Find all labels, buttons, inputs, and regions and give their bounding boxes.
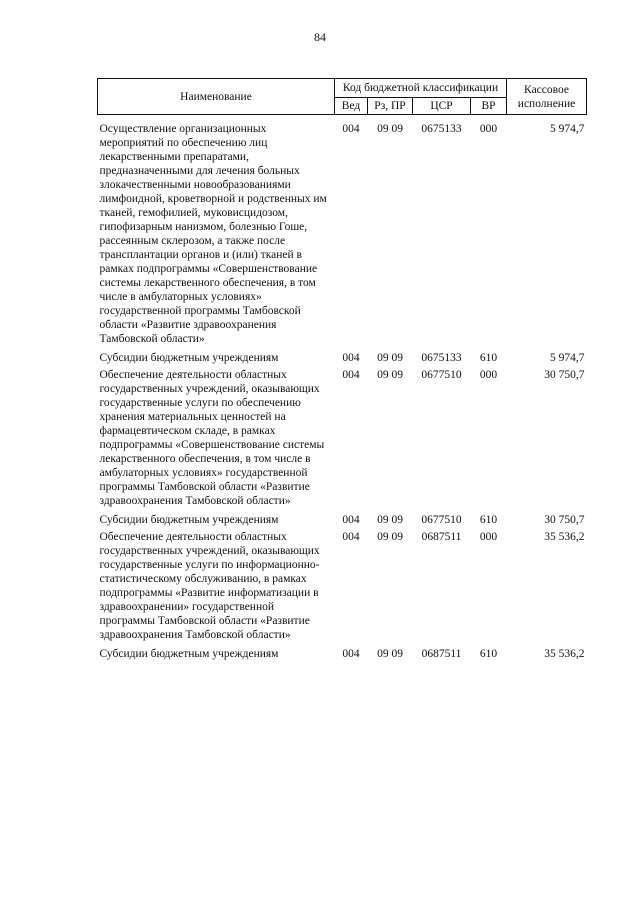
row-name: Обеспечение деятельности областных государственных учреждений, оказывающих государственные услуги по обеспечению хранения материальных ценностей на фармацевтическом складе, в рамках подпрограммы «Совершенствование системы лекарственного обеспечения, в том числе в амбулаторных условиях» государственной программы Тамбовской области «Развитие здравоохранения Тамбовской области» <box>99 369 325 507</box>
budget-table <box>97 78 587 664</box>
header-csr: ЦСР <box>413 98 471 115</box>
header-name: Наименование <box>98 79 335 115</box>
row-csr: 0687511 <box>421 648 462 660</box>
row-ved: 004 <box>342 352 360 364</box>
row-amount: 30 750,7 <box>544 514 585 526</box>
table-row <box>98 644 587 664</box>
row-rz-pr: 09 09 <box>377 648 403 660</box>
row-vr: 000 <box>479 369 498 381</box>
row-ved: 004 <box>342 648 360 660</box>
row-vr: 000 <box>479 531 498 543</box>
row-amount: 30 750,7 <box>544 369 585 381</box>
row-amount: 5 974,7 <box>550 123 585 135</box>
row-name: Субсидии бюджетным учреждениям <box>99 648 279 660</box>
row-name: Субсидии бюджетным учреждениям <box>99 514 279 526</box>
row-rz-pr: 09 09 <box>377 531 403 543</box>
header-execution: Кассовое исполнение <box>507 79 587 115</box>
page-number: 84 <box>314 30 326 44</box>
table-row <box>98 348 587 368</box>
table-row <box>98 510 587 530</box>
row-ved: 004 <box>342 123 360 135</box>
header-ved: Вед <box>335 98 368 115</box>
row-vr: 610 <box>479 352 498 364</box>
row-ved: 004 <box>342 369 360 381</box>
row-csr: 0675133 <box>421 352 462 364</box>
row-name: Субсидии бюджетным учреждениям <box>99 352 279 364</box>
row-csr: 0677510 <box>421 514 462 526</box>
row-rz-pr: 09 09 <box>377 352 403 364</box>
row-vr: 610 <box>479 514 498 526</box>
row-csr: 0687511 <box>421 531 462 543</box>
row-vr: 000 <box>479 123 498 135</box>
header-code-group: Код бюджетной классификации <box>335 79 507 98</box>
row-amount: 5 974,7 <box>550 352 585 364</box>
row-name: Осуществление организационных мероприятий по обеспечению лиц лекарственными препаратами, предназначенными для лечения больных злокачественными новообразованиями лимфоидной, кроветворной и родственных им тканей, гемофилией, муковисцидозом, гипофизарным нанизмом, болезнью Гоше, рассеянным склерозом, а также после трансплантации органов и (или) тканей в рамках подпрограммы «Совершенствование системы лекарственного обеспечения, в том числе в амбулаторных условиях» государственной программы Тамбовской области «Развитие здравоохранения Тамбовской области» <box>99 123 327 345</box>
row-csr: 0675133 <box>421 123 462 135</box>
row-csr: 0677510 <box>421 369 462 381</box>
header-rz-pr: Рз, ПР <box>368 98 413 115</box>
row-amount: 35 536,2 <box>544 648 585 660</box>
header-vr: ВР <box>471 98 507 115</box>
table-header <box>98 79 587 115</box>
table-row <box>98 530 587 644</box>
row-rz-pr: 09 09 <box>377 123 403 135</box>
table-row <box>98 115 587 349</box>
row-ved: 004 <box>342 531 360 543</box>
row-vr: 610 <box>479 648 498 660</box>
row-rz-pr: 09 09 <box>377 514 403 526</box>
row-amount: 35 536,2 <box>544 531 585 543</box>
row-rz-pr: 09 09 <box>377 369 403 381</box>
row-name: Обеспечение деятельности областных государственных учреждений, оказывающих государственные услуги по информационно-статистическому обслуживанию, в рамках подпрограммы «Развитие информатизации в здравоохранении» государственной программы Тамбовской области «Развитие здравоохранения Тамбовской области» <box>99 531 320 641</box>
row-ved: 004 <box>342 514 360 526</box>
table-row <box>98 368 587 510</box>
